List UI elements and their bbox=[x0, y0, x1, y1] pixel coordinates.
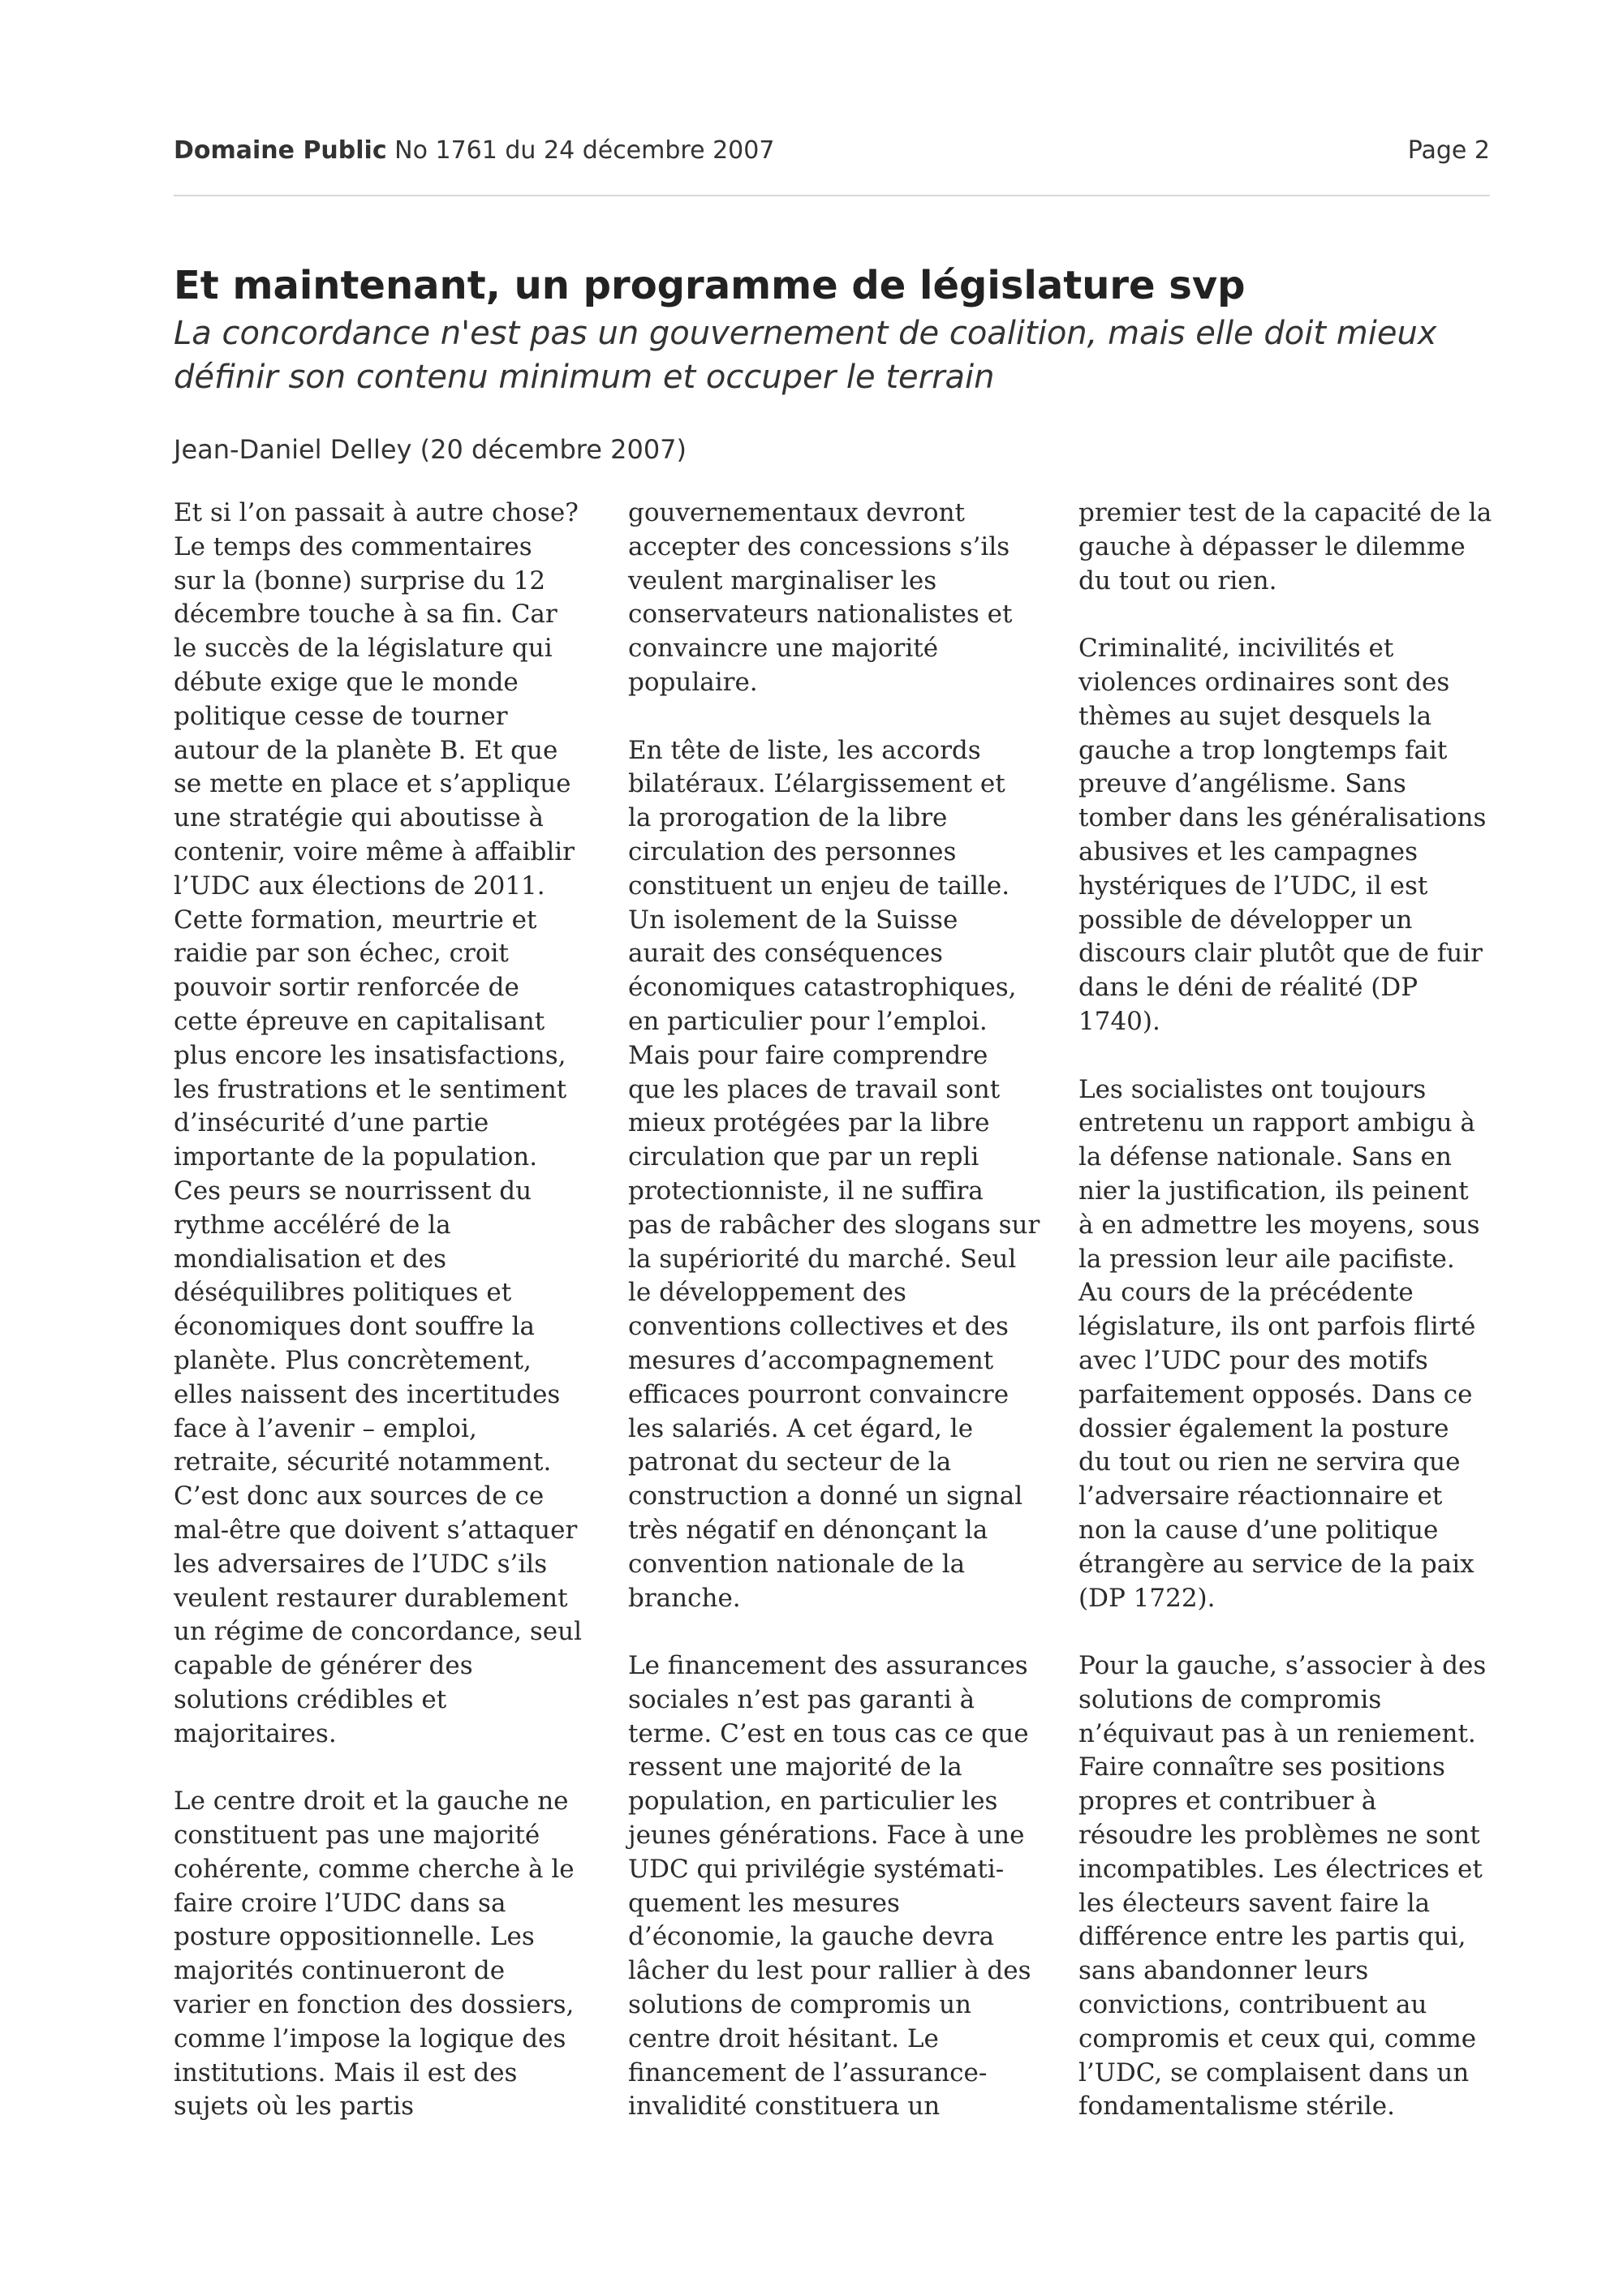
subtitle-line: définir son contenu minimum et occuper le terrain bbox=[174, 359, 995, 396]
body-text-line: la prorogation de la libre bbox=[628, 803, 948, 833]
body-text-line: capable de générer des bbox=[174, 1651, 473, 1681]
body-text-line: une stratégie qui aboutisse à bbox=[174, 803, 544, 833]
body-text-line: Faire connaître ses positions bbox=[1078, 1752, 1445, 1782]
body-text-line: Ces peurs se nourrissent du bbox=[174, 1176, 532, 1206]
body-text-line: les électeurs savent faire la bbox=[1078, 1888, 1431, 1918]
body-text-line: efficaces pourront convaincre bbox=[628, 1379, 1010, 1409]
body-text-line: violences ordinaires sont des bbox=[1078, 667, 1450, 697]
body-text-line: face à l’avenir – emploi, bbox=[174, 1413, 477, 1443]
body-text-line: l’adversaire réactionnaire et bbox=[1078, 1481, 1443, 1511]
body-text-line: le développement des bbox=[628, 1278, 906, 1308]
body-text-line: importante de la population. bbox=[174, 1142, 538, 1172]
body-text-line: invalidité constituera un bbox=[628, 2092, 941, 2122]
body-text-line: majoritaires. bbox=[174, 1718, 337, 1748]
body-text-line: propres et contribuer à bbox=[1078, 1786, 1377, 1817]
body-text-line: du tout ou rien ne servira que bbox=[1078, 1447, 1461, 1477]
body-text-line: Un isolement de la Suisse bbox=[628, 905, 958, 935]
body-text-line: que les places de travail sont bbox=[628, 1074, 1001, 1104]
body-text-line: cette épreuve en capitalisant bbox=[174, 1006, 545, 1036]
paragraph-gap bbox=[174, 1751, 604, 1785]
body-text-line: n’équivaut pas à un reniement. bbox=[1078, 1718, 1476, 1748]
body-text-line: constituent pas une majorité bbox=[174, 1821, 540, 1851]
body-text-line: hystériques de l’UDC, il est bbox=[1078, 871, 1428, 901]
body-text-line: économiques dont souffre la bbox=[174, 1312, 535, 1342]
body-text-line: pas de rabâcher des slogans sur bbox=[628, 1210, 1040, 1240]
body-text-line: Criminalité, incivilités et bbox=[1078, 634, 1394, 664]
body-text-line: elles naissent des incertitudes bbox=[174, 1379, 561, 1409]
body-text-line: nier la justification, ils peinent bbox=[1078, 1176, 1469, 1206]
body-text-line: constituent un enjeu de taille. bbox=[628, 871, 1010, 901]
body-text-line: raidie par son échec, croit bbox=[174, 939, 509, 969]
page-header bbox=[174, 130, 1490, 170]
body-text-line: les frustrations et le sentiment bbox=[174, 1074, 567, 1104]
body-text-line: fondamentalisme stérile. bbox=[1078, 2092, 1395, 2122]
body-text-line: Mais pour faire comprendre bbox=[628, 1040, 988, 1070]
body-text-line: parfaitement opposés. Dans ce bbox=[1078, 1379, 1473, 1409]
body-text-line: Au cours de la précédente bbox=[1078, 1278, 1414, 1308]
body-text-line: sujets où les partis bbox=[174, 2092, 414, 2122]
body-text-line: les salariés. A cet égard, le bbox=[628, 1413, 974, 1443]
body-text-line: gouvernementaux devront bbox=[628, 498, 966, 527]
body-text-line: cohérente, comme cherche à le bbox=[174, 1854, 575, 1884]
body-text-line: lâcher du lest pour rallier à des bbox=[628, 1956, 1031, 1986]
body-text-line: populaire. bbox=[628, 667, 758, 697]
body-text-line: premier test de la capacité de la bbox=[1078, 498, 1492, 527]
body-text-line: politique cesse de tourner bbox=[174, 701, 508, 731]
body-text-line: la défense nationale. Sans en bbox=[1078, 1142, 1452, 1172]
body-text-line: sociales n’est pas garanti à bbox=[628, 1684, 975, 1714]
body-text-line: sur la (bonne) surprise du 12 bbox=[174, 565, 546, 595]
body-text-line: faire croire l’UDC dans sa bbox=[174, 1888, 506, 1918]
body-text-line: 1740). bbox=[1078, 1006, 1160, 1036]
body-text-line: le succès de la législature qui bbox=[174, 634, 553, 664]
body-text-line: solutions de compromis un bbox=[628, 1990, 972, 2020]
body-text-line: gauche à dépasser le dilemme bbox=[1078, 531, 1466, 561]
body-text-line: abusives et les campagnes bbox=[1078, 836, 1419, 866]
body-text-line: décembre touche à sa fin. Car bbox=[174, 600, 558, 630]
body-text-line: Le temps des commentaires bbox=[174, 531, 532, 561]
body-text-line: d’insécurité d’une partie bbox=[174, 1108, 489, 1138]
body-text-line: déséquilibres politiques et bbox=[174, 1278, 512, 1308]
body-text-line: un régime de concordance, seul bbox=[174, 1617, 583, 1647]
body-text-line: en particulier pour l’emploi. bbox=[628, 1006, 988, 1036]
body-text-line: l’UDC, se complaisent dans un bbox=[1078, 2057, 1470, 2087]
body-text-line: accepter des concessions s’ils bbox=[628, 531, 1010, 561]
paragraph-gap bbox=[628, 700, 1058, 734]
body-text-line: mal-être que doivent s’attaquer bbox=[174, 1515, 578, 1545]
body-text-line: possible de développer un bbox=[1078, 905, 1413, 935]
issue-number: No 1761 du 24 décembre 2007 bbox=[394, 135, 775, 165]
body-text-line: rythme accéléré de la bbox=[174, 1210, 451, 1240]
body-text-line: non la cause d’une politique bbox=[1078, 1515, 1439, 1545]
article-byline: Jean-Daniel Delley (20 décembre 2007) bbox=[174, 434, 687, 465]
body-text-line: UDC qui privilégie systémati- bbox=[628, 1854, 1005, 1884]
issue-info bbox=[174, 136, 774, 165]
body-text-line: autour de la planète B. Et que bbox=[174, 735, 558, 765]
body-text-line: (DP 1722). bbox=[1078, 1583, 1216, 1613]
body-text-line: ressent une majorité de la bbox=[628, 1752, 962, 1782]
body-text-line: centre droit hésitant. Le bbox=[628, 2023, 939, 2053]
body-text-line: circulation des personnes bbox=[628, 836, 957, 866]
paragraph-gap bbox=[1078, 598, 1509, 632]
body-text-line: étrangère au service de la paix bbox=[1078, 1549, 1474, 1579]
body-text-line: branche. bbox=[628, 1583, 741, 1613]
text-column-1 bbox=[174, 497, 604, 2124]
body-text-line: institutions. Mais il est des bbox=[174, 2057, 518, 2087]
header-divider bbox=[174, 195, 1490, 196]
body-text-line: bilatéraux. L’élargissement et bbox=[628, 769, 1005, 799]
body-text-line: les adversaires de l’UDC s’ils bbox=[174, 1549, 548, 1579]
body-text-line: compromis et ceux qui, comme bbox=[1078, 2023, 1477, 2053]
body-text-line: En tête de liste, les accords bbox=[628, 735, 981, 765]
body-text-line: quement les mesures bbox=[628, 1888, 900, 1918]
body-text-line: patronat du secteur de la bbox=[628, 1447, 952, 1477]
paragraph-gap bbox=[628, 1615, 1058, 1649]
body-text-line: veulent restaurer durablement bbox=[174, 1583, 568, 1613]
body-text-line: majorités continueront de bbox=[174, 1956, 506, 1986]
body-text-line: Les socialistes ont toujours bbox=[1078, 1074, 1427, 1104]
body-text-line: C’est donc aux sources de ce bbox=[174, 1481, 545, 1511]
body-text-line: dans le déni de réalité (DP bbox=[1078, 973, 1419, 1003]
body-text-line: comme l’impose la logique des bbox=[174, 2023, 566, 2053]
body-text-line: économiques catastrophiques, bbox=[628, 973, 1017, 1003]
body-text-line: jeunes générations. Face à une bbox=[628, 1821, 1025, 1851]
body-text-line: Pour la gauche, s’associer à des bbox=[1078, 1651, 1487, 1681]
body-text-line: entretenu un rapport ambigu à bbox=[1078, 1108, 1475, 1138]
body-text-line: solutions de compromis bbox=[1078, 1684, 1382, 1714]
body-text-line: l’UDC aux élections de 2011. bbox=[174, 871, 545, 901]
body-text-line: terme. C’est en tous cas ce que bbox=[628, 1718, 1029, 1748]
paragraph-gap bbox=[1078, 1039, 1509, 1073]
body-text-line: d’économie, la gauche devra bbox=[628, 1922, 995, 1952]
body-text-line: dossier également la posture bbox=[1078, 1413, 1449, 1443]
paragraph-gap bbox=[1078, 1615, 1509, 1649]
body-text-line: discours clair plutôt que de fuir bbox=[1078, 939, 1483, 969]
body-text-line: Le financement des assurances bbox=[628, 1651, 1028, 1681]
body-text-line: très négatif en dénonçant la bbox=[628, 1515, 988, 1545]
body-text-line: retraite, sécurité notamment. bbox=[174, 1447, 552, 1477]
body-text-line: sans abandonner leurs bbox=[1078, 1956, 1369, 1986]
body-text-line: convictions, contribuent au bbox=[1078, 1990, 1427, 2020]
body-text-line: posture oppositionnelle. Les bbox=[174, 1922, 535, 1952]
body-text-line: incompatibles. Les électrices et bbox=[1078, 1854, 1483, 1884]
page-number: Page 2 bbox=[1407, 135, 1490, 165]
body-text-line: résoudre les problèmes ne sont bbox=[1078, 1821, 1480, 1851]
body-text-line: avec l’UDC pour des motifs bbox=[1078, 1345, 1428, 1375]
body-text-line: financement de l’assurance- bbox=[628, 2057, 988, 2087]
body-text-line: circulation que par un repli bbox=[628, 1142, 979, 1172]
article-body bbox=[174, 497, 1505, 2200]
body-text-line: convaincre une majorité bbox=[628, 634, 939, 664]
body-text-line: population, en particulier les bbox=[628, 1786, 998, 1817]
body-text-line: du tout ou rien. bbox=[1078, 565, 1277, 595]
body-text-line: débute exige que le monde bbox=[174, 667, 519, 697]
body-text-line: plus encore les insatisfactions, bbox=[174, 1040, 566, 1070]
body-text-line: planète. Plus concrètement, bbox=[174, 1345, 532, 1375]
body-text-line: varier en fonction des dossiers, bbox=[174, 1990, 575, 2020]
body-text-line: Et si l’on passait à autre chose? bbox=[174, 498, 579, 527]
body-text-line: solutions crédibles et bbox=[174, 1684, 447, 1714]
body-text-line: veulent marginaliser les bbox=[628, 565, 937, 595]
body-text-line: construction a donné un signal bbox=[628, 1481, 1023, 1511]
body-text-line: à en admettre les moyens, sous bbox=[1078, 1210, 1480, 1240]
body-text-line: conservateurs nationalistes et bbox=[628, 600, 1013, 630]
text-column-3 bbox=[1078, 497, 1509, 2124]
body-text-line: preuve d’angélisme. Sans bbox=[1078, 769, 1406, 799]
subtitle-line: La concordance n'est pas un gouvernement de coalition, mais elle doit mieux bbox=[174, 315, 1437, 352]
body-text-line: convention nationale de la bbox=[628, 1549, 966, 1579]
body-text-line: se mette en place et s’applique bbox=[174, 769, 571, 799]
body-text-line: la supériorité du marché. Seul bbox=[628, 1244, 1017, 1274]
body-text-line: mieux protégées par la libre bbox=[628, 1108, 990, 1138]
body-text-line: différence entre les partis qui, bbox=[1078, 1922, 1466, 1952]
article-subtitle bbox=[174, 312, 1490, 399]
publication-name: Domaine Public bbox=[174, 135, 387, 165]
body-text-line: la pression leur aile pacifiste. bbox=[1078, 1244, 1455, 1274]
article-title: Et maintenant, un programme de législature svp bbox=[174, 263, 1246, 308]
body-text-line: contenir, voire même à affaiblir bbox=[174, 836, 575, 866]
body-text-line: pouvoir sortir renforcée de bbox=[174, 973, 519, 1003]
body-text-line: mondialisation et des bbox=[174, 1244, 447, 1274]
body-text-line: aurait des conséquences bbox=[628, 939, 943, 969]
body-text-line: tomber dans les généralisations bbox=[1078, 803, 1487, 833]
body-text-line: protectionniste, il ne suffira bbox=[628, 1176, 984, 1206]
body-text-line: conventions collectives et des bbox=[628, 1312, 1009, 1342]
body-text-line: législature, ils ont parfois flirté bbox=[1078, 1312, 1476, 1342]
text-column-2 bbox=[628, 497, 1058, 2124]
body-text-line: gauche a trop longtemps fait bbox=[1078, 735, 1448, 765]
body-text-line: thèmes au sujet desquels la bbox=[1078, 701, 1432, 731]
body-text-line: Le centre droit et la gauche ne bbox=[174, 1786, 569, 1817]
body-text-line: Cette formation, meurtrie et bbox=[174, 905, 537, 935]
body-text-line: mesures d’accompagnement bbox=[628, 1345, 994, 1375]
